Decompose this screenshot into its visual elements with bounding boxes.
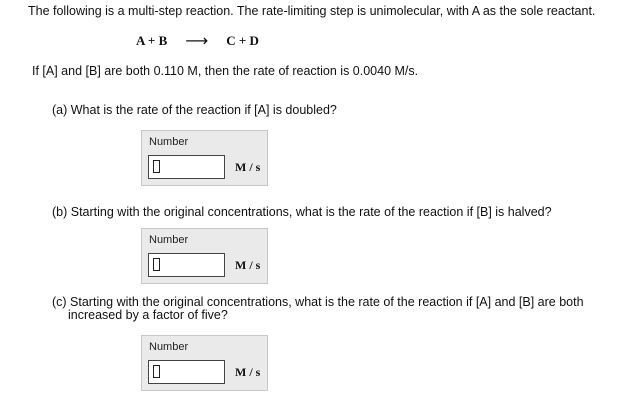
number-label: Number — [149, 341, 189, 353]
unit-label: M / s — [235, 365, 261, 379]
reactants: A + B — [136, 32, 168, 48]
unit-label: M / s — [235, 258, 261, 272]
question-a-prompt: (a) What is the rate of the reaction if [A] is doubled? — [52, 103, 337, 117]
unit-label: M / s — [235, 160, 261, 174]
question-c-line1: (c) Starting with the original concentrations, what is the rate of the reaction if [A] and [B] are both — [52, 295, 584, 309]
answer-box-b — [141, 228, 268, 284]
answer-box-c — [141, 335, 268, 391]
answer-input-c[interactable] — [148, 360, 225, 384]
question-c-prompt — [52, 296, 602, 322]
number-label: Number — [149, 234, 189, 246]
given-conditions: If [A] and [B] are both 0.110 M, then the rate of reaction is 0.0040 M/s. — [32, 64, 419, 78]
reaction-arrow-icon: ⟶ — [185, 31, 209, 50]
number-label: Number — [149, 136, 189, 148]
question-b-prompt: (b) Starting with the original concentrations, what is the rate of the reaction if [B] is halved? — [52, 205, 552, 219]
products: C + D — [226, 32, 259, 48]
problem-intro: The following is a multi-step reaction. The rate-limiting step is unimolecular, with A as the sole reactant. — [28, 4, 596, 18]
answer-input-a[interactable] — [148, 155, 225, 179]
reaction-equation — [136, 31, 259, 50]
answer-box-a — [141, 130, 268, 186]
question-c-line2: increased by a factor of five? — [68, 308, 228, 322]
answer-input-b[interactable] — [148, 253, 225, 277]
